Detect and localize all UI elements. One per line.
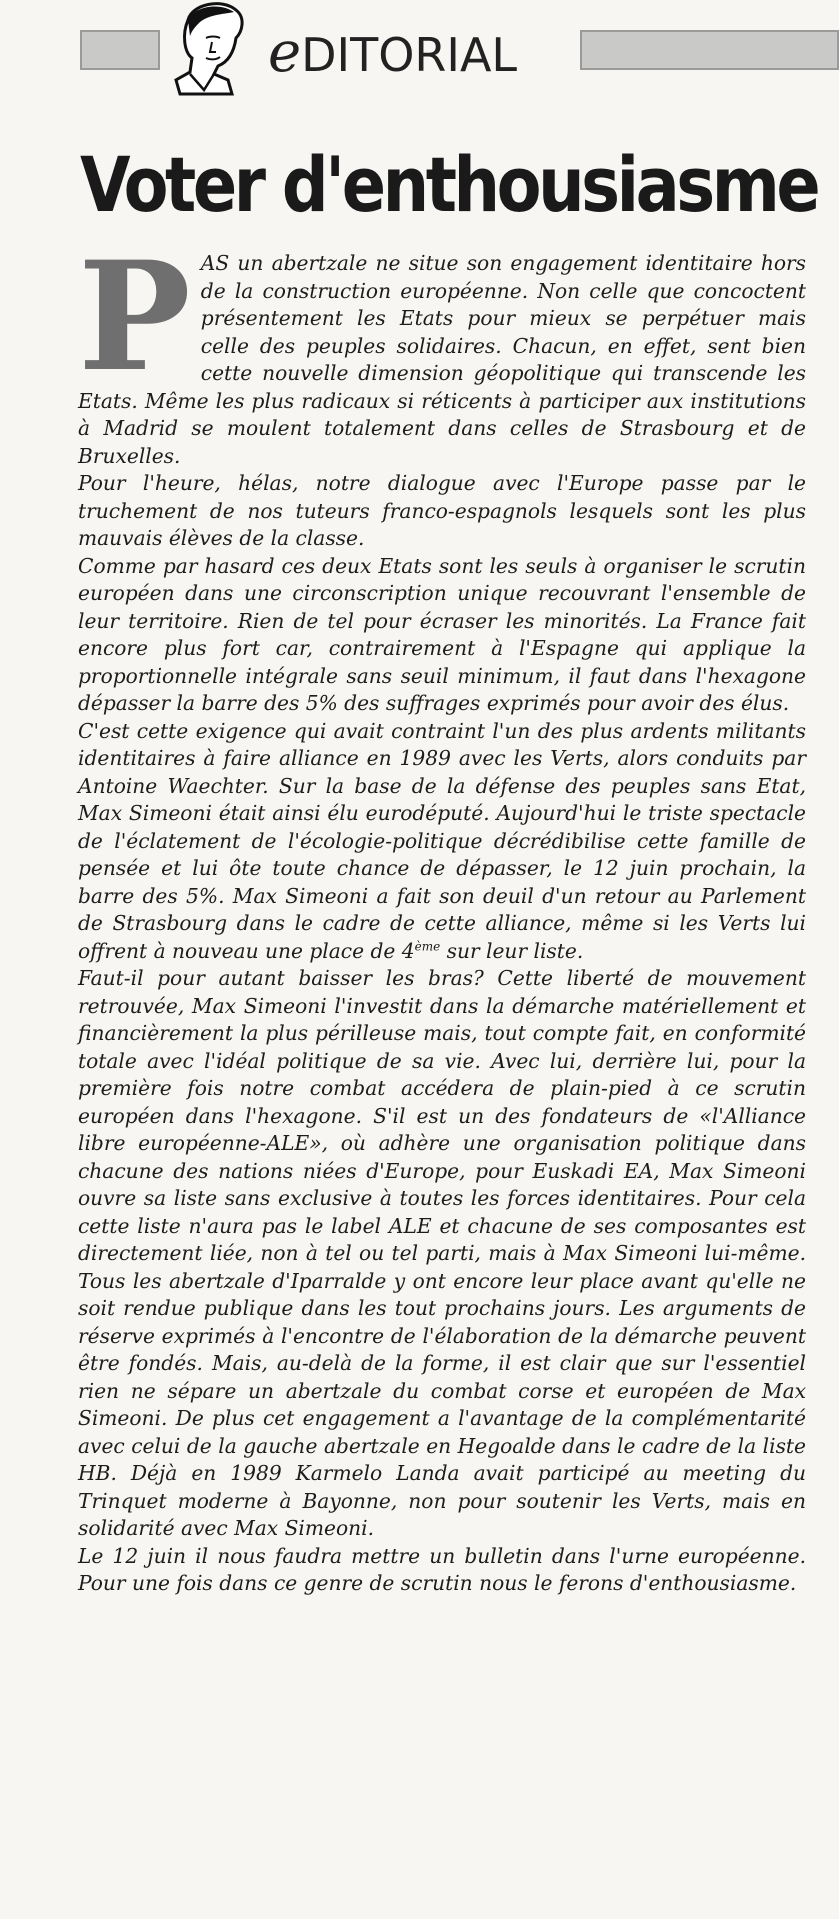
paragraph-1-text: AS un abertzale ne situe son engagement identitaire hors de la construction européenne. Non celle que concoctent présentement les Etats pour mieux se perpétuer mais celle des peuples solidaires. Chacun, en effet, sent bien cette nouvelle dimension géopolitique qui transcende les Etats. Même les plus radicaux si réticents à participer aux institutions à Madrid se moulent totalement dans celles de Strasbourg et de Bruxelles. — [78, 251, 806, 468]
paragraph-1 — [78, 229, 806, 470]
header-rule-right — [580, 30, 839, 70]
paragraph-6: Le 12 juin il nous faudra mettre un bulletin dans l'urne européenne. Pour une fois dans ce genre de scrutin nous le ferons d'enthousiasme. — [78, 1543, 806, 1595]
paragraph-5: Faut-il pour autant baisser les bras? Cette liberté de mouvement retrouvée, Max Simeoni l'investit dans la démarche matériellement et financièrement la plus périlleuse mais, tout compte fait, en conformité totale avec l'idéal politique de sa vie. Avec lui, derrière lui, pour la première fois notre combat accédera de plain-pied à ce scrutin européen dans l'hexagone. S'il est un des fondateurs de «l'Alliance libre européenne-ALE», où adhère une organisation politique dans chacune des nations niées d'Europe, pour Euskadi EA, Max Simeoni ouvre sa liste sans exclusive à toutes les forces identitaires. Pour cela cette liste n'aura pas le label ALE et chacune de ses composantes est directement liée, non à tel ou tel parti, mais à Max Simeoni lui-même. Tous les abertzale d'Iparralde y ont encore leur place avant qu'elle ne soit rendue publique dans les tout prochains jours. Les arguments de réserve exprimés à l'encontre de l'élaboration de la démarche peuvent être fondés. Mais, au-delà de la forme, il est clair que sur l'essentiel rien ne sépare un abertzale du combat corse et européen de Max Simeoni. De plus cet engagement a l'avantage de la complémentarité avec celui de la gauche abertzale en Hegoalde dans le cadre de la liste HB. Déjà en 1989 Karmelo Landa avait participé au meeting du Trinquet moderne à Bayonne, non pour soutenir les Verts, mais en solidarité avec Max Simeoni. — [78, 966, 806, 1540]
section-title-initial: e — [268, 20, 302, 85]
paragraph-4-text: C'est cette exigence qui avait contraint l'un des plus ardents militants identitaires à faire alliance en 1989 avec les Verts, alors conduits par Antoine Waechter. Sur la base de la défense des peuples sans Etat, Max Simeoni était ainsi élu eurodéputé. Aujourd'hui le triste spectacle de l'éclatement de l'écologie-politique décrédibilise cette famille de pensée et lui ôte toute chance de dépasser, le 12 juin prochain, la barre des 5%. Max Simeoni a fait son deuil d'un retour au Parlement de Strasbourg dans le cadre de cette alliance, même si les Verts lui offrent à nouveau une place de 4 — [78, 718, 806, 963]
section-title-rest: DITORIAL — [301, 28, 518, 82]
header-rule-left — [80, 30, 160, 70]
paragraph-2: Pour l'heure, hélas, notre dialogue avec l'Europe passe par le truchement de nos tuteurs franco-espagnols lesquels sont les plus mauvais élèves de la classe. — [78, 471, 806, 550]
ordinal-suffix: ème — [414, 938, 441, 953]
article-headline: Voter d'enthousiasme — [80, 140, 818, 229]
section-header — [0, 0, 839, 100]
drop-cap: P — [78, 229, 191, 405]
paragraph-3: Comme par hasard ces deux Etats sont les seuls à organiser le scrutin européen dans une circonscription unique recouvrant l'ensemble de leur territoire. Rien de tel pour écraser les minorités. La France fait encore plus fort car, contrairement à l'Espagne qui applique la proportionnelle intégrale sans seuil minimum, il faut dans l'hexagone dépasser la barre des 5% des suffrages exprimés pour avoir des élus. — [78, 553, 806, 715]
caricature-head-icon — [170, 0, 254, 98]
paragraph-4 — [78, 718, 806, 966]
article-body — [78, 229, 806, 1598]
paragraph-4-tail: sur leur liste. — [440, 938, 584, 963]
section-title — [268, 20, 517, 85]
